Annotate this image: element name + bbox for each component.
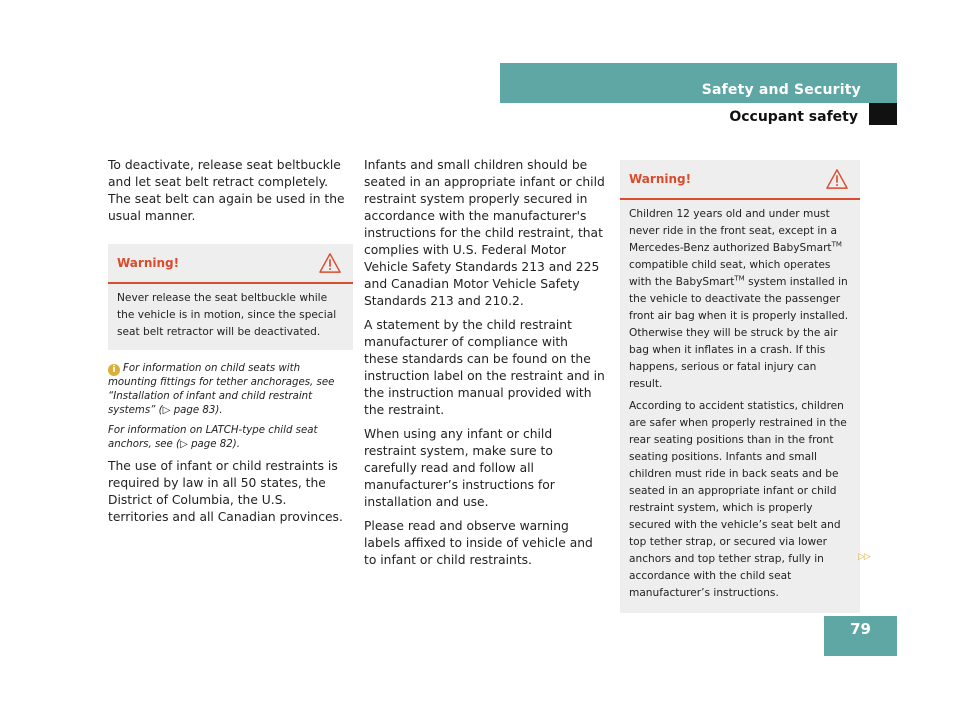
column-left: [108, 157, 350, 533]
warning-text: Never release the seat beltbuckle while the vehicle is in motion, since the special seat belt retractor will be deactivated.: [117, 292, 337, 338]
warning-title: Warning!: [629, 172, 692, 186]
paragraph: The use of infant or child restraints is required by law in all 50 states, the District of Columbia, the U.S. territories and all Canadian provinces.: [108, 459, 343, 524]
paragraph: When using any infant or child restraint system, make sure to carefully read and follow all manufacturer’s instructions for installation and use.: [364, 427, 555, 509]
page-number: 79: [824, 616, 897, 656]
column-middle: [364, 157, 606, 576]
section-title: Safety and Security: [701, 82, 861, 98]
info-icon: i: [108, 364, 120, 376]
warning-box: [108, 244, 353, 350]
trademark-mark: TM: [831, 240, 842, 249]
warning-header: [108, 244, 353, 284]
header-band: [500, 63, 897, 103]
warning-box-children: [620, 160, 860, 613]
paragraph: To deactivate, release seat beltbuckle and let seat belt retract completely. The seat belt can again be used in the usual manner.: [108, 158, 345, 223]
warning-title: Warning!: [117, 256, 180, 270]
trademark-mark: TM: [734, 274, 745, 283]
warning-text-part: compatible child seat, which operates with the BabySmart: [629, 259, 831, 288]
paragraph: Infants and small children should be seated in an appropriate infant or child restraint system properly secured in accordance with the manufacturer's instructions for the child restraint, that complies with U.S. Federal Motor Vehicle Safety Standards 213 and 225 and Canadian Motor Vehicle Safety Standards 213 and 210.2.: [364, 158, 605, 308]
header-block: [869, 103, 897, 125]
paragraph: Please read and observe warning labels affixed to inside of vehicle and to infant or child restraints.: [364, 519, 593, 567]
warning-text-part: system installed in the vehicle to deactivate the passenger front air bag when it is properly installed. Otherwise they will be struck by the air bag when it inflates in a crash. If this happens, serious or fatal injury can result.: [629, 276, 849, 390]
continued-arrow-icon: ▷▷: [858, 552, 870, 562]
warning-triangle-icon: [826, 168, 848, 190]
info-note: [108, 362, 350, 418]
warning-body: [108, 284, 353, 350]
warning-text: According to accident statistics, children are safer when properly restrained in the rear seating positions than in the front seating positions. Infants and small children must ride in back seats and be seated in an appropriate infant or child restraint system, which is properly secured with the vehicle’s seat belt and top tether strap, or secured via lower anchors and top tether strap, fully in accordance with the child seat manufacturer’s instructions.: [629, 400, 847, 599]
warning-header: [620, 160, 860, 200]
warning-text: [629, 206, 851, 393]
info-note-text: For information on LATCH-type child seat anchors, see (▷ page 82).: [108, 425, 318, 450]
subsection-title: Occupant safety: [729, 109, 858, 125]
warning-text-part: Children 12 years old and under must never ride in the front seat, except in a Mercedes-Benz authorized BabySmart: [629, 208, 837, 254]
info-note-text: For information on child seats with mounting fittings for tether anchorages, see “Installation of infant and child restraint systems” (▷ page 83).: [108, 363, 335, 416]
paragraph: A statement by the child restraint manufacturer of compliance with these standards can be found on the instruction label on the restraint and in the instruction manual provided with the restraint.: [364, 318, 605, 417]
warning-triangle-icon: [319, 252, 341, 274]
warning-body: [620, 200, 860, 613]
